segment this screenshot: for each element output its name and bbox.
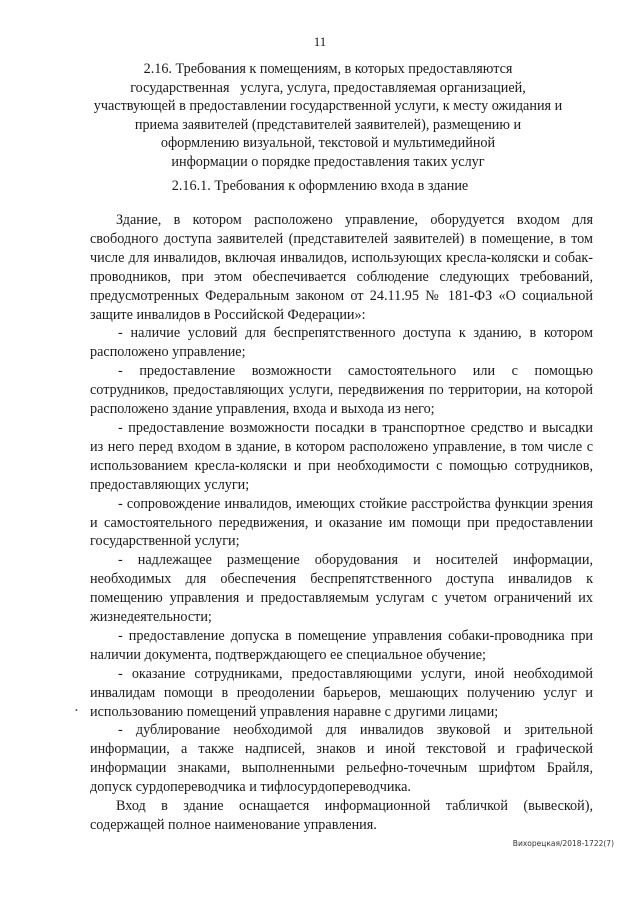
heading-line: участвующей в предоставлении государственной услуги, к месту ожидания и xyxy=(93,98,563,115)
subsection-heading: 2.16.1. Требования к оформлению входа в здание xyxy=(171,178,469,194)
page-number: 11 xyxy=(313,34,327,49)
requirement-item: - наличие условий для беспрепятственного доступа к зданию, в котором расположено управление; xyxy=(90,325,593,361)
requirement-item: - предоставление возможности посадки в транспортное средство и высадки из него перед входом в здание, в котором расположено управление, в том числе с использованием кресла-коляски и при необходимости с помощью сотрудников, предоставляющих услуги; xyxy=(90,419,593,493)
intro-paragraph: Здание, в котором расположено управление, оборудуется входом для свободного доступа заявителей (представителей заявителей) в помещение, в том числе для инвалидов, включая инвалидов, использующих кресла-коляски и собак-проводников, при этом обеспечивается соблюдение следующих требований, предусмотренных Федеральным законом от 24.11.95 № 181-ФЗ «О социальной защите инвалидов в Российской Федерации»: xyxy=(90,212,593,323)
heading-line: информации о порядке предоставления таких услуг xyxy=(171,153,485,170)
heading-line: 2.16. Требования к помещениям, в которых предоставляются xyxy=(143,61,513,77)
heading-line: государственная услуга, услуга, предоставляемая организацией, xyxy=(130,79,526,96)
requirement-item: - дублирование необходимой для инвалидов звуковой и зрительной информации, а также надписей, знаков и иной текстовой и графической информации знаками, выполненными рельефно-точечным шрифтом Брайля, допуск сурдопереводчика и тифлосурдопереводчика. xyxy=(90,722,593,796)
closing-paragraph: Вход в здание оснащается информационной табличкой (вывеской), содержащей полное наименование управления. xyxy=(90,798,593,833)
heading-line: оформлению визуальной, текстовой и мультимедийной xyxy=(160,135,496,152)
heading-line: приема заявителей (представителей заявителей), размещению и xyxy=(134,116,522,133)
section-heading xyxy=(78,60,578,172)
requirement-item: - предоставление возможности самостоятельного или с помощью сотрудников, предоставляющих услуги, передвижения по территории, на которой расположено здание управления, входа и выхода из него; xyxy=(90,363,593,418)
scan-speck: • xyxy=(75,706,78,715)
requirement-item: - сопровождение инвалидов, имеющих стойкие расстройства функции зрения и самостоятельного передвижения, и оказание им помощи при предоставлении государственной услуги; xyxy=(90,495,593,550)
requirement-item: - оказание сотрудниками, предоставляющими услуги, иной необходимой инвалидам помощи в преодолении барьеров, мешающих получению услуг и использованию помещений управления наравне с другими лицами; xyxy=(90,665,593,720)
document-body xyxy=(90,211,593,835)
document-code: Вихорецкая/2018-1722(7) xyxy=(512,839,614,848)
requirement-item: - надлежащее размещение оборудования и носителей информации, необходимых для обеспечения беспрепятственного доступа инвалидов к помещению управления и предоставляемым услугам с учетом ограничений их жизнедеятельности; xyxy=(90,552,593,626)
requirement-item: - предоставление допуска в помещение управления собаки-проводника при наличии документа, подтверждающего ее специальное обучение; xyxy=(90,627,593,663)
